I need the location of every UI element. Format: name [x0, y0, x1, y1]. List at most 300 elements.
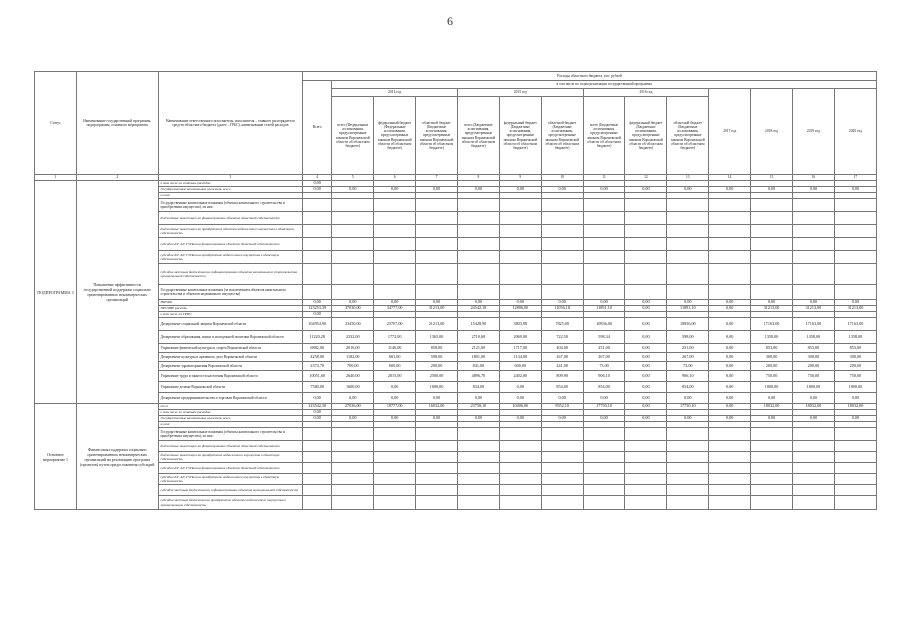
- value-cell: 4258,00: [303, 353, 332, 362]
- value-cell: [709, 264, 751, 285]
- value-cell: 31213,00: [416, 306, 458, 312]
- value-cell: [583, 463, 625, 474]
- column-number: 3: [158, 175, 303, 181]
- value-cell: 17750,10: [583, 404, 625, 410]
- value-cell: [834, 264, 876, 285]
- value-cell: 7825,00: [541, 318, 583, 331]
- value-cell: [541, 264, 583, 285]
- value-cell: [583, 452, 625, 463]
- table-row: [35, 474, 877, 485]
- column-number: 4: [303, 175, 332, 181]
- table-row: [35, 428, 877, 441]
- value-cell: [709, 225, 751, 238]
- value-cell: [374, 225, 416, 238]
- value-cell: [303, 441, 332, 452]
- value-cell: [709, 251, 751, 264]
- value-cell: 19777,00: [374, 404, 416, 410]
- value-cell: 598,00: [667, 331, 709, 344]
- row-label: Государственные капитальные вложения (объекты капитального строительства и приобретения имущества), из них:: [158, 199, 303, 212]
- value-cell: 834,00: [457, 382, 499, 393]
- value-cell: [416, 264, 458, 285]
- value-cell: 598,34: [583, 331, 625, 344]
- value-cell: [416, 199, 458, 212]
- value-cell: [416, 225, 458, 238]
- row-label: бюджетные инвестиции на приобретение объектов недвижимого имущества в областную собственность: [158, 225, 303, 238]
- value-cell: [541, 496, 583, 510]
- table-row: [35, 344, 877, 353]
- value-cell: [332, 496, 374, 510]
- value-cell: [303, 428, 332, 441]
- value-cell: 200,00: [416, 362, 458, 371]
- value-cell: 854,00: [583, 382, 625, 393]
- value-cell: 0,00: [792, 416, 834, 422]
- value-cell: 0,00: [625, 382, 667, 393]
- value-cell: 0,00: [625, 300, 667, 306]
- value-cell: 853,00: [792, 344, 834, 353]
- value-cell: 0,00: [667, 300, 709, 306]
- value-cell: [625, 428, 667, 441]
- value-cell: 0,00: [667, 393, 709, 404]
- row-label: из них:: [158, 422, 303, 428]
- value-cell: 251,00: [583, 344, 625, 353]
- value-cell: 300,00: [834, 353, 876, 362]
- value-cell: 841,00: [457, 362, 499, 371]
- value-cell: [709, 452, 751, 463]
- value-cell: [541, 463, 583, 474]
- value-cell: [499, 441, 541, 452]
- value-cell: 0,00: [667, 187, 709, 193]
- row-label: субсидии местным бюджетам на софинансирование объектов капитального строительства муниципальной собственности: [158, 264, 303, 285]
- value-cell: 12806,00: [499, 306, 541, 312]
- value-cell: [374, 212, 416, 225]
- value-cell: 0,00: [792, 300, 834, 306]
- value-cell: 0,00: [499, 416, 541, 422]
- value-cell: [625, 474, 667, 485]
- value-cell: 18032,00: [834, 404, 876, 410]
- value-cell: 1800,00: [751, 382, 793, 393]
- table-row: [35, 496, 877, 510]
- value-cell: 1358,00: [792, 331, 834, 344]
- value-cell: 1600,00: [416, 382, 458, 393]
- value-cell: [751, 264, 793, 285]
- status-header: Статус: [35, 72, 77, 175]
- value-cell: 0,00: [457, 393, 499, 404]
- program-name-cell: Повышение эффективности государственной поддержки социально ориентированных некоммерческих организаций: [76, 181, 158, 404]
- value-cell: 11056,18: [541, 306, 583, 312]
- value-cell: 2121,00: [457, 344, 499, 353]
- value-cell: 73,00: [667, 362, 709, 371]
- value-cell: [457, 452, 499, 463]
- value-cell: 0,00: [303, 187, 332, 193]
- value-cell: 0,00: [625, 362, 667, 371]
- value-cell: [625, 463, 667, 474]
- value-cell: [834, 463, 876, 474]
- value-cell: 1600,00: [332, 382, 374, 393]
- value-cell: 2402,00: [499, 371, 541, 382]
- value-cell: 0,00: [625, 416, 667, 422]
- total-header: Всего: [303, 81, 332, 175]
- value-cell: [583, 441, 625, 452]
- row-label: Управление делами Воронежской области: [158, 382, 303, 393]
- value-cell: [416, 238, 458, 251]
- row-label: НИОКР: [158, 300, 303, 306]
- value-cell: [541, 441, 583, 452]
- value-cell: 0,00: [374, 416, 416, 422]
- value-cell: [625, 238, 667, 251]
- row-label: бюджетные инвестиции на приобретение недвижимого имущества в областную собственность: [158, 452, 303, 463]
- value-cell: [792, 485, 834, 496]
- value-cell: 0,00: [583, 300, 625, 306]
- value-cell: [457, 199, 499, 212]
- value-cell: 906,10: [667, 371, 709, 382]
- value-cell: 10836,00: [667, 318, 709, 331]
- value-cell: 0,00: [709, 371, 751, 382]
- value-cell: [303, 225, 332, 238]
- year-2016-header: 2016 год: [583, 89, 709, 97]
- value-cell: 0,00: [374, 382, 416, 393]
- value-cell: [667, 238, 709, 251]
- value-cell: 0,00: [499, 393, 541, 404]
- row-label: Государственные капитальные вложения, всего: [158, 416, 303, 422]
- value-cell: [709, 285, 751, 300]
- value-cell: [457, 474, 499, 485]
- value-cell: [583, 285, 625, 300]
- column-number: 5: [332, 175, 374, 181]
- value-cell: [667, 452, 709, 463]
- value-cell: [332, 441, 374, 452]
- value-cell: [792, 264, 834, 285]
- value-cell: 0,00: [709, 300, 751, 306]
- value-cell: [541, 428, 583, 441]
- program-name-cell: Финансовая поддержка социально ориентированных некоммерческих организаций на реализацию программ (проектов) путем предоставления субсидий: [76, 404, 158, 510]
- value-cell: [792, 496, 834, 510]
- value-cell: [457, 485, 499, 496]
- value-cell: [625, 212, 667, 225]
- year-2015-header: 2015 год: [457, 89, 583, 97]
- value-cell: 700,00: [332, 362, 374, 371]
- value-cell: 10406,00: [499, 404, 541, 410]
- sub-header: областной бюджет (Бюджетные ассигнования, предусмотренные законом Воронежской области об областном бюджете): [667, 97, 709, 175]
- value-cell: [541, 485, 583, 496]
- value-cell: 34777,00: [374, 306, 416, 312]
- value-cell: [625, 496, 667, 510]
- value-cell: [834, 199, 876, 212]
- value-cell: 0,00: [709, 344, 751, 353]
- value-cell: 18032,00: [751, 404, 793, 410]
- value-cell: [792, 199, 834, 212]
- value-cell: 1717,00: [499, 344, 541, 353]
- value-cell: 0,00: [303, 181, 332, 187]
- value-cell: 0,00: [834, 416, 876, 422]
- value-cell: [667, 251, 709, 264]
- column-number: 11: [583, 175, 625, 181]
- value-cell: [583, 474, 625, 485]
- value-cell: 750,00: [834, 371, 876, 382]
- row-label: Управление труда и занятости населения Воронежской области: [158, 371, 303, 382]
- value-cell: 123542,30: [303, 404, 332, 410]
- value-cell: [457, 441, 499, 452]
- value-cell: [416, 441, 458, 452]
- value-cell: 11220,28: [303, 331, 332, 344]
- value-cell: 0,00: [834, 393, 876, 404]
- value-cell: 598,00: [416, 353, 458, 362]
- value-cell: [583, 199, 625, 212]
- value-cell: [457, 264, 499, 285]
- value-cell: 2016,00: [332, 344, 374, 353]
- value-cell: [374, 285, 416, 300]
- column-number: 2: [76, 175, 158, 181]
- value-cell: [667, 496, 709, 510]
- row-label: субсидии местным бюджетам на софинансирование объектов муниципальной собственности: [158, 485, 303, 496]
- value-cell: 1146,00: [374, 344, 416, 353]
- value-cell: [792, 428, 834, 441]
- row-label: Управление физической культуры и спорта Воронежской области: [158, 344, 303, 353]
- value-cell: 0,00: [625, 393, 667, 404]
- value-cell: 0,00: [709, 306, 751, 312]
- value-cell: 0,00: [751, 187, 793, 193]
- value-cell: [303, 285, 332, 300]
- value-cell: [499, 474, 541, 485]
- table-row: [35, 441, 877, 452]
- column-number: 12: [625, 175, 667, 181]
- value-cell: [667, 199, 709, 212]
- value-cell: 0,00: [625, 344, 667, 353]
- column-number: 17: [834, 175, 876, 181]
- value-cell: 2374,70: [303, 362, 332, 371]
- value-cell: [583, 238, 625, 251]
- value-cell: [332, 251, 374, 264]
- value-cell: 1801,00: [457, 353, 499, 362]
- value-cell: [751, 225, 793, 238]
- value-cell: [499, 452, 541, 463]
- sub-header: федеральный бюджет (Бюджетные ассигнования, предусмотренные законом Воронежской области об областном бюджете): [499, 97, 541, 175]
- value-cell: 0,00: [709, 187, 751, 193]
- value-cell: 0,00: [374, 393, 416, 404]
- value-cell: [751, 485, 793, 496]
- value-cell: [625, 225, 667, 238]
- value-cell: 0,00: [625, 331, 667, 344]
- value-cell: [541, 251, 583, 264]
- value-cell: 0,00: [625, 371, 667, 382]
- row-label: Департамент образования, науки и молодежной политики Воронежской области: [158, 331, 303, 344]
- table-row: [35, 264, 877, 285]
- value-cell: 23758,10: [457, 404, 499, 410]
- column-number: 1: [35, 175, 77, 181]
- table-row: [35, 238, 877, 251]
- value-cell: [751, 285, 793, 300]
- value-cell: 3803,98: [499, 318, 541, 331]
- status-cell: ПОДПРОГРАММА 3: [35, 181, 77, 404]
- value-cell: [667, 225, 709, 238]
- value-cell: [541, 199, 583, 212]
- value-cell: [499, 199, 541, 212]
- value-cell: 0,00: [499, 300, 541, 306]
- table-row: [35, 353, 877, 362]
- value-cell: [625, 251, 667, 264]
- value-cell: [751, 238, 793, 251]
- value-cell: 0,00: [625, 318, 667, 331]
- table-row: [35, 393, 877, 404]
- value-cell: [751, 199, 793, 212]
- value-cell: [667, 485, 709, 496]
- value-cell: 722,50: [541, 331, 583, 344]
- value-cell: 31213,00: [792, 306, 834, 312]
- value-cell: [751, 474, 793, 485]
- value-cell: 17163,00: [792, 318, 834, 331]
- value-cell: [457, 428, 499, 441]
- value-cell: [625, 452, 667, 463]
- value-cell: 0,00: [667, 416, 709, 422]
- value-cell: 0,00: [457, 416, 499, 422]
- value-cell: 6882,00: [303, 344, 332, 353]
- value-cell: 37030,00: [332, 306, 374, 312]
- column-number: 9: [499, 175, 541, 181]
- value-cell: [667, 441, 709, 452]
- value-cell: [541, 285, 583, 300]
- value-cell: [709, 496, 751, 510]
- row-label: бюджетные инвестиции на финансирование объектов областной собственности: [158, 441, 303, 452]
- sub-header: федеральный бюджет (Бюджетные ассигнования, предусмотренные законом Воронежской области об областном бюджете): [625, 97, 667, 175]
- value-cell: 0,00: [625, 187, 667, 193]
- value-cell: 0,00: [834, 300, 876, 306]
- value-cell: [667, 428, 709, 441]
- value-cell: [332, 212, 374, 225]
- value-cell: 267,00: [667, 353, 709, 362]
- year-2020-header: 2020 год: [834, 89, 876, 175]
- value-cell: [709, 212, 751, 225]
- value-cell: [303, 485, 332, 496]
- program-name-header: Наименование государственной программы, подпрограммы, основного мероприятия: [76, 72, 158, 175]
- value-cell: 0,00: [457, 187, 499, 193]
- sub-header: федеральный бюджет (Федеральные ассигнования, предусмотренные законом Воронежской области об областном бюджете): [374, 97, 416, 175]
- value-cell: [541, 474, 583, 485]
- row-label: Государственные капитальные вложения, всего: [158, 187, 303, 193]
- value-cell: 0,00: [332, 416, 374, 422]
- column-number: 8: [457, 175, 499, 181]
- value-cell: 0,00: [625, 353, 667, 362]
- value-cell: [499, 264, 541, 285]
- value-cell: 0,00: [834, 187, 876, 193]
- table-row: [35, 199, 877, 212]
- value-cell: 300,00: [751, 353, 793, 362]
- value-cell: 906,10: [583, 371, 625, 382]
- value-cell: [416, 251, 458, 264]
- value-cell: [709, 485, 751, 496]
- value-cell: [834, 496, 876, 510]
- value-cell: [834, 441, 876, 452]
- value-cell: [332, 285, 374, 300]
- value-cell: [583, 428, 625, 441]
- value-cell: 0,00: [332, 300, 374, 306]
- value-cell: [792, 285, 834, 300]
- value-cell: [625, 485, 667, 496]
- value-cell: 0,00: [709, 362, 751, 371]
- value-cell: [416, 428, 458, 441]
- column-number: 16: [792, 175, 834, 181]
- value-cell: 0,00: [583, 416, 625, 422]
- value-cell: [792, 238, 834, 251]
- value-cell: [751, 463, 793, 474]
- value-cell: [667, 474, 709, 485]
- status-cell: Основное мероприятие 1: [35, 404, 77, 510]
- value-cell: 2069,00: [499, 331, 541, 344]
- value-cell: [374, 485, 416, 496]
- value-cell: [457, 463, 499, 474]
- value-cell: [332, 463, 374, 474]
- value-cell: [499, 496, 541, 510]
- year-2019-header: 2019 год: [792, 89, 834, 175]
- value-cell: [374, 452, 416, 463]
- value-cell: 10051,60: [303, 371, 332, 382]
- year-2017-header: 2017 год: [709, 89, 751, 175]
- value-cell: [303, 238, 332, 251]
- row-label: ПРОЧИЕ расходы: [158, 306, 303, 312]
- value-cell: 854,00: [541, 382, 583, 393]
- sub-header: всего (Бюджетные ассигнования, предусмотренные законом Воронежской области об областном бюджете): [457, 97, 499, 175]
- indicator-name-header: Наименование ответственного исполнителя, исполнителя – главного распорядителя средств областного бюджета (далее – ГРБС), наименование статей расходов: [158, 72, 303, 175]
- column-number: 10: [541, 175, 583, 181]
- value-cell: 1772,00: [374, 331, 416, 344]
- value-cell: 17750,10: [667, 404, 709, 410]
- value-cell: [834, 428, 876, 441]
- row-label: Департамент здравоохранения Воронежской области: [158, 362, 303, 371]
- value-cell: [332, 485, 374, 496]
- value-cell: [667, 463, 709, 474]
- value-cell: 0,00: [303, 416, 332, 422]
- value-cell: [303, 474, 332, 485]
- value-cell: [583, 225, 625, 238]
- value-cell: 2710,68: [457, 331, 499, 344]
- row-label: в том числе по статьям расходов:: [158, 410, 303, 416]
- value-cell: [374, 474, 416, 485]
- value-cell: 0,00: [709, 404, 751, 410]
- value-cell: [667, 264, 709, 285]
- value-cell: [792, 212, 834, 225]
- value-cell: 600,00: [499, 362, 541, 371]
- value-cell: 2640,00: [332, 371, 374, 382]
- value-cell: [751, 441, 793, 452]
- value-cell: 0,00: [583, 187, 625, 193]
- value-cell: [834, 485, 876, 496]
- value-cell: [416, 285, 458, 300]
- value-cell: [709, 238, 751, 251]
- value-cell: [499, 485, 541, 496]
- table-row: [35, 362, 877, 371]
- value-cell: [541, 212, 583, 225]
- value-cell: [583, 251, 625, 264]
- value-cell: [583, 496, 625, 510]
- value-cell: 853,00: [751, 344, 793, 353]
- value-cell: [625, 264, 667, 285]
- value-cell: 73,00: [583, 362, 625, 371]
- value-cell: 0,00: [499, 187, 541, 193]
- value-cell: [792, 474, 834, 485]
- value-cell: 0,00: [625, 306, 667, 312]
- value-cell: [457, 212, 499, 225]
- value-cell: [303, 463, 332, 474]
- value-cell: [583, 264, 625, 285]
- value-cell: 200,00: [792, 362, 834, 371]
- table-row: [35, 485, 877, 496]
- value-cell: [332, 199, 374, 212]
- value-cell: [834, 238, 876, 251]
- table-row: [35, 382, 877, 393]
- value-cell: [792, 452, 834, 463]
- row-label: субсидии КУ, АУ, ГУПам на приобретение недвижимого имущества в областную собственность: [158, 474, 303, 485]
- value-cell: [303, 199, 332, 212]
- expenses-title: Расходы областного бюджета, тыс. рублей: [303, 72, 877, 81]
- value-cell: [541, 452, 583, 463]
